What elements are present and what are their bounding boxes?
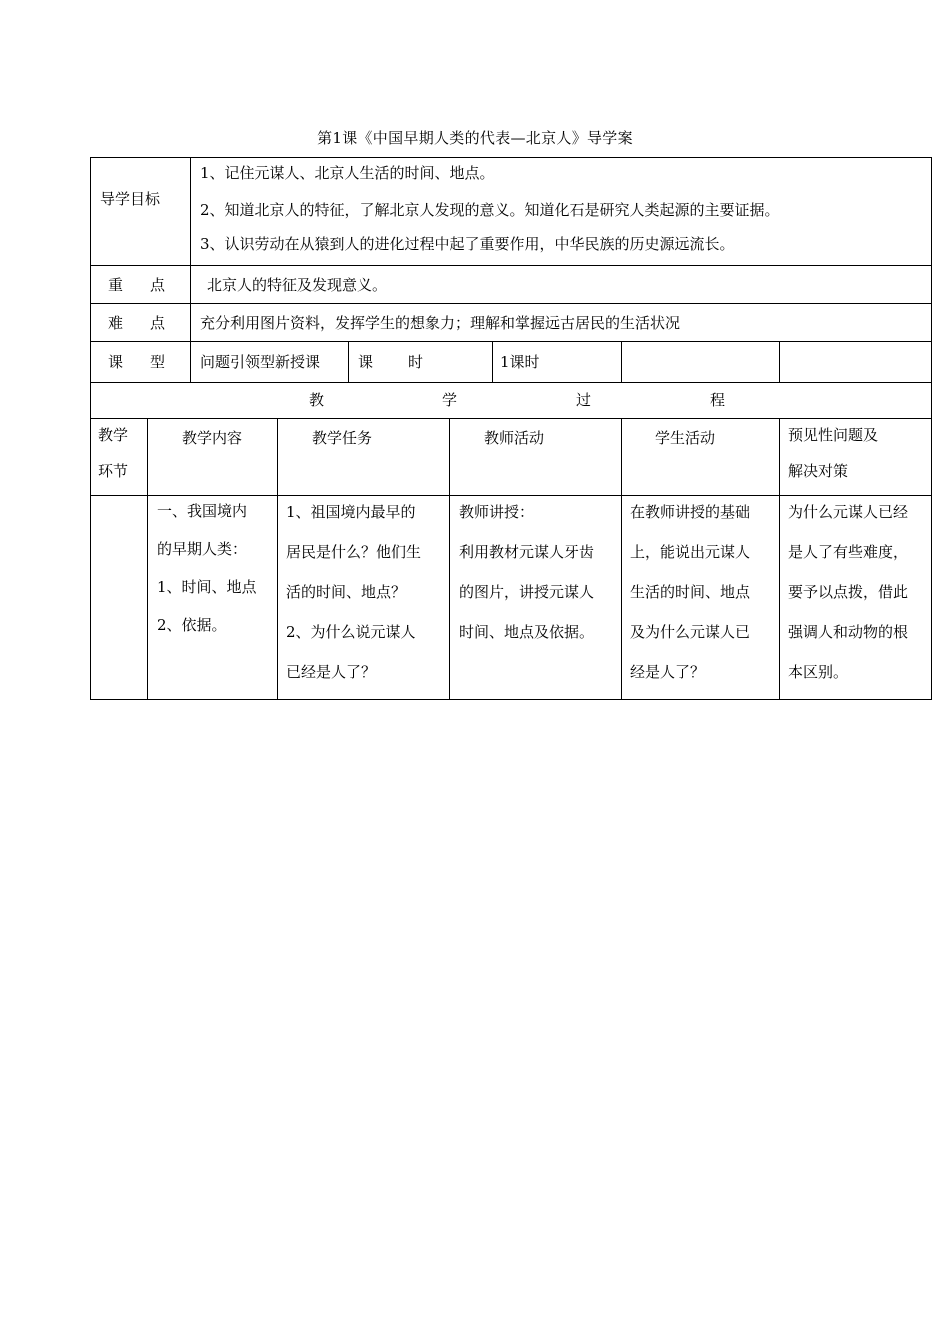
objective-item: 2、知道北京人的特征，了解北京人发现的意义。知道化石是研究人类起源的主要证据。: [200, 201, 780, 219]
objectives-label: 导学目标: [100, 190, 161, 208]
row-divider: [90, 382, 932, 383]
column-divider: [449, 418, 450, 700]
difficult-point-label: 难: [108, 314, 124, 332]
class-hours-label: 时: [408, 353, 424, 371]
difficult-point-text: 充分利用图片资料，发挥学生的想象力；理解和掌握远古居民的生活状况: [200, 314, 681, 332]
process-heading-char: 教: [309, 391, 325, 409]
row-divider: [90, 265, 932, 266]
cell-student: 在教师讲授的基础 上，能说出元谋人 生活的时间、地点 及为什么元谋人已 经是人了？: [630, 503, 751, 681]
column-divider: [147, 418, 148, 700]
process-heading-char: 学: [442, 391, 458, 409]
process-heading-char: 程: [710, 391, 726, 409]
column-header-task: 教学任务: [312, 429, 373, 447]
lesson-type-label: 型: [150, 353, 166, 371]
key-point-label: 点: [150, 276, 166, 294]
row-divider: [90, 303, 932, 304]
class-hours-label: 课: [358, 353, 374, 371]
column-divider: [190, 157, 191, 382]
document-title: 第1课《中国早期人类的代表—北京人》导学案: [317, 129, 633, 147]
column-header-stage: 教学 环节: [98, 426, 129, 480]
process-heading-char: 过: [576, 391, 592, 409]
key-point-text: 北京人的特征及发现意义。: [207, 276, 388, 294]
cell-teacher: 教师讲授： 利用教材元谋人牙齿 的图片，讲授元谋人 时间、地点及依据。: [459, 503, 595, 641]
lesson-type-label: 课: [108, 353, 124, 371]
objective-item: 1、记住元谋人、北京人生活的时间、地点。: [200, 164, 495, 182]
cell-solution: 为什么元谋人已经 是人了有些难度， 要予以点拨，借此 强调人和动物的根 本区别。: [788, 503, 909, 681]
cell-content: 一、我国境内 的早期人类： 1、时间、地点 2、依据。: [157, 502, 257, 634]
column-divider: [621, 418, 622, 700]
cell-task: 1、祖国境内最早的 居民是什么？他们生 活的时间、地点？ 2、为什么说元谋人 已经是人了？: [286, 503, 422, 681]
column-divider: [779, 341, 780, 382]
column-divider: [277, 418, 278, 700]
column-header-student: 学生活动: [655, 429, 716, 447]
column-divider: [492, 341, 493, 382]
difficult-point-label: 点: [150, 314, 166, 332]
column-divider: [348, 341, 349, 382]
column-divider: [621, 341, 622, 382]
lesson-type-value: 问题引领型新授课: [200, 353, 321, 371]
column-divider: [779, 418, 780, 700]
key-point-label: 重: [108, 276, 124, 294]
column-header-content: 教学内容: [182, 429, 243, 447]
column-header-teacher: 教师活动: [484, 429, 545, 447]
objective-item: 3、认识劳动在从猿到人的进化过程中起了重要作用，中华民族的历史源远流长。: [200, 235, 735, 253]
column-header-solution: 预见性问题及 解决对策: [788, 426, 879, 480]
row-divider: [90, 341, 932, 342]
class-hours-value: 1课时: [500, 353, 540, 371]
